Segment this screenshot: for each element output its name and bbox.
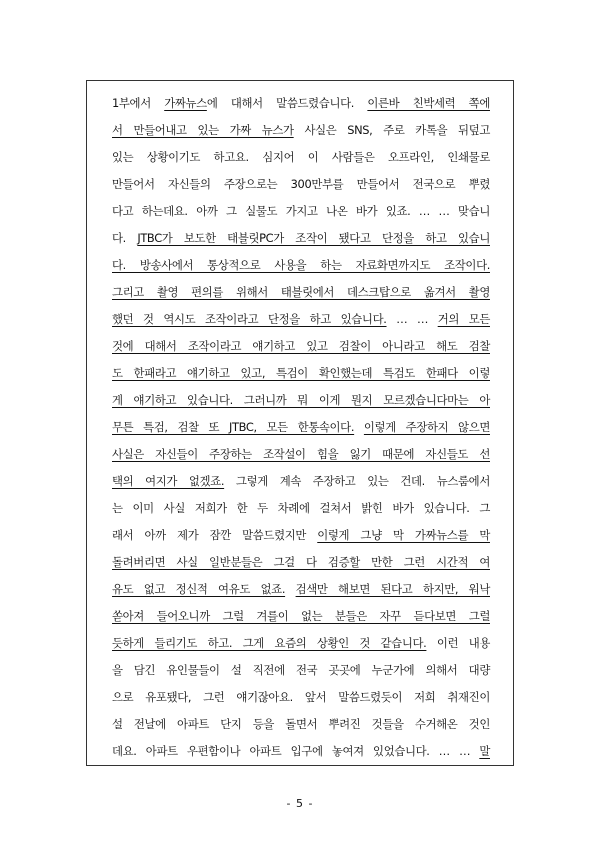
page-number: - 5 - (286, 797, 314, 810)
text-run: 에 대해서 말씀드렸습니다. (206, 96, 368, 110)
text-line (112, 362, 490, 389)
text-line (112, 200, 490, 227)
text-run: 이런 내용 (426, 636, 491, 650)
text-line (112, 632, 490, 659)
text-line (112, 335, 490, 362)
text-run: 데요. 아파트 우편함이나 아파트 입구에 놓여져 있었습니다. … … (112, 744, 480, 758)
underlined-text: 듯하게 들리기도 하고. 그게 요즘의 상황인 것 같습니다. (112, 636, 427, 650)
underlined-text: 쏟아져 들어오니까 그럴 겨를이 없는 분들은 자꾸 듣다보면 그럴 (112, 609, 490, 623)
text-line (112, 605, 490, 632)
text-run: 그렇게 계속 주장하고 있는 건데. 뉴스룸에서 (224, 474, 490, 488)
underlined-text: 이렇게 그냥 막 가짜뉴스를 막 (317, 528, 490, 542)
underlined-text: 그리고 촬영 편의를 위해서 태블릿에서 데스크탑으로 옮겨서 촬영 (112, 285, 490, 299)
text-run (354, 420, 364, 434)
text-run: 다고 하는데요. 아까 그 실물도 가지고 나온 바가 있죠. … … 맞습니 (112, 204, 490, 218)
text-run: 1부에서 (112, 96, 165, 110)
underlined-text: 했던 것 역시도 조작이라고 단정을 하고 있습니다. (112, 312, 387, 326)
text-run: … … (386, 312, 438, 326)
underlined-text: 유도 없고 정신적 여유도 없죠. (112, 582, 286, 596)
text-run: 는 이미 사실 저희가 한 두 차례에 걸쳐서 밝힌 바가 있습니다. 그 (112, 501, 490, 515)
text-line (112, 416, 490, 443)
text-line (112, 443, 490, 470)
text-line (112, 308, 490, 335)
text-line (112, 254, 490, 281)
text-run: 래서 아까 제가 잠깐 말씀드렸지만 (112, 528, 318, 542)
text-run: 다. (112, 231, 138, 245)
underlined-text: 택의 여지가 없겠죠. (112, 474, 225, 488)
text-line (112, 659, 490, 686)
text-run: 을 담긴 유인물들이 설 직전에 전국 곳곳에 누군가에 의해서 대량 (112, 663, 490, 677)
text-line (112, 713, 490, 740)
text-line (112, 686, 490, 713)
underlined-text: 사실은 자신들이 주장하는 조작설이 힘을 잃기 때문에 자신들도 선 (112, 447, 490, 461)
text-line (112, 578, 490, 605)
text-run: 만들어서 자신들의 주장으로는 300만부를 만들어서 전국으로 뿌렸 (112, 177, 490, 191)
text-run: 사실은 SNS, 주로 카톡을 뒤덮고 (293, 123, 490, 137)
underlined-text: 서 만들어내고 있는 가짜 뉴스가 (112, 123, 294, 137)
underlined-text: 다. 방송사에서 통상적으로 사용을 하는 자료화면까지도 조작이다. (112, 258, 490, 272)
text-run: 있는 상황이기도 하고요. 심지어 이 사람들은 오프라인, 인쇄물로 (112, 150, 490, 164)
text-line (112, 524, 490, 551)
underlined-text: 이른바 친박세력 쪽에 (367, 96, 490, 110)
underlined-text: 거의 모든 (437, 312, 490, 326)
text-line (112, 92, 490, 119)
text-line (112, 281, 490, 308)
underlined-text: 이렇게 주장하지 않으면 (363, 420, 490, 434)
underlined-text: 가짜뉴스 (164, 96, 207, 110)
text-line (112, 551, 490, 578)
text-line (112, 146, 490, 173)
text-line (112, 227, 490, 254)
text-line (112, 497, 490, 524)
underlined-text: 말 (479, 744, 490, 758)
underlined-text: 무튼 특검, 검찰 또 JTBC, 모든 한통속이다. (112, 420, 355, 434)
text-line (112, 173, 490, 200)
underlined-text: 검색만 해보면 된다고 하지만, 워낙 (295, 582, 490, 596)
underlined-text: 것에 대해서 조작이라고 얘기하고 있고 검찰이 아니라고 해도 검찰 (112, 339, 490, 353)
underlined-text: 도 한패라고 얘기하고 있고, 특검이 확인했는데 특검도 한패다 이렇 (112, 366, 490, 380)
text-run (285, 582, 296, 596)
text-line (112, 740, 490, 767)
text-line (112, 470, 490, 497)
text-line (112, 119, 490, 146)
text-run: 으로 유포됐다, 그런 얘기잖아요. 앞서 말씀드렸듯이 저희 취재진이 (112, 690, 490, 704)
text-run: 설 전날에 아파트 단지 등을 돌면서 뿌려진 것들을 수거해온 것인 (112, 717, 490, 731)
underlined-text: JTBC가 보도한 태블릿PC가 조작이 됐다고 단정을 하고 있습니 (137, 231, 490, 245)
text-line (112, 389, 490, 416)
underlined-text: 돌려버리면 사실 일반분들은 그걸 다 검증할 만한 그런 시간적 여 (112, 555, 490, 569)
body-paragraph (112, 92, 490, 767)
underlined-text: 게 얘기하고 있습니다. 그러니까 뭐 이게 뭔지 모르겠습니다마는 아 (112, 393, 490, 407)
